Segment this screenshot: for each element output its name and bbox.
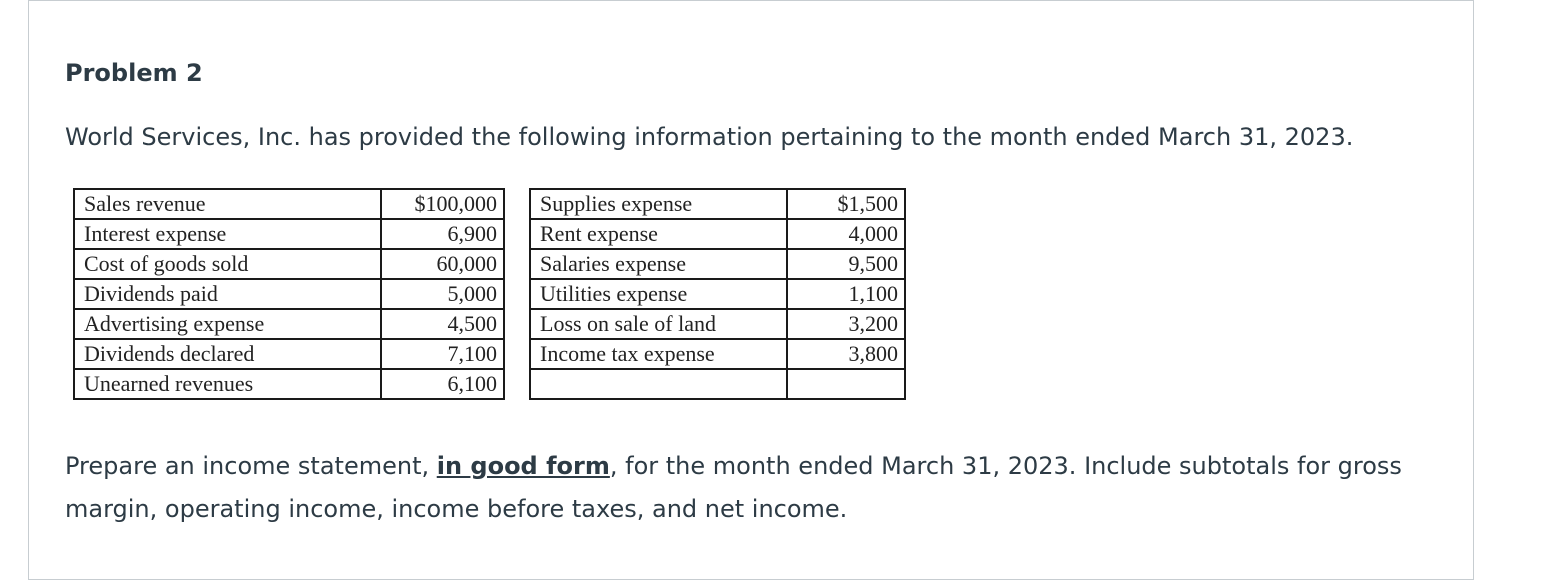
left-account-label: Unearned revenues: [74, 369, 381, 399]
right-account-label: Income tax expense: [530, 339, 787, 369]
column-gap: [504, 309, 530, 339]
problem-intro: World Services, Inc. has provided the following information pertaining to the month ended March 31, 2023.: [65, 123, 1354, 151]
right-account-amount: 9,500: [787, 249, 905, 279]
table-row: [74, 309, 905, 339]
left-account-label: Interest expense: [74, 219, 381, 249]
column-gap: [504, 249, 530, 279]
left-account-label: Sales revenue: [74, 189, 381, 219]
instructions-emphasis: in good form: [436, 452, 610, 480]
left-account-amount: 6,900: [381, 219, 504, 249]
right-account-label: Salaries expense: [530, 249, 787, 279]
right-account-label: [530, 369, 787, 399]
problem-card: [28, 0, 1474, 580]
right-account-amount: $1,500: [787, 189, 905, 219]
left-account-amount: 5,000: [381, 279, 504, 309]
column-gap: [504, 279, 530, 309]
left-account-label: Advertising expense: [74, 309, 381, 339]
right-account-label: Loss on sale of land: [530, 309, 787, 339]
table-body: [74, 189, 905, 399]
left-account-amount: 60,000: [381, 249, 504, 279]
column-gap: [504, 339, 530, 369]
right-account-amount: 3,200: [787, 309, 905, 339]
left-account-amount: $100,000: [381, 189, 504, 219]
table-row: [74, 339, 905, 369]
column-gap: [504, 189, 530, 219]
left-account-label: Dividends declared: [74, 339, 381, 369]
right-account-amount: [787, 369, 905, 399]
right-account-label: Supplies expense: [530, 189, 787, 219]
right-account-amount: 4,000: [787, 219, 905, 249]
left-account-amount: 6,100: [381, 369, 504, 399]
account-data-table: [73, 188, 906, 400]
table-row: [74, 249, 905, 279]
left-account-amount: 7,100: [381, 339, 504, 369]
instructions-tail: , for the month ended March 31, 2023. Include subtotals for gross margin, operating income, income before taxes, and net income.: [65, 452, 1402, 523]
problem-title: Problem 2: [65, 59, 203, 87]
right-account-label: Utilities expense: [530, 279, 787, 309]
left-account-label: Dividends paid: [74, 279, 381, 309]
left-account-amount: 4,500: [381, 309, 504, 339]
column-gap: [504, 369, 530, 399]
right-account-amount: 1,100: [787, 279, 905, 309]
table-row: [74, 369, 905, 399]
table-row: [74, 219, 905, 249]
right-account-amount: 3,800: [787, 339, 905, 369]
left-account-label: Cost of goods sold: [74, 249, 381, 279]
column-gap: [504, 219, 530, 249]
table-row: [74, 279, 905, 309]
instructions-text: [65, 445, 1445, 531]
instructions-lead: Prepare an income statement,: [65, 452, 437, 480]
right-account-label: Rent expense: [530, 219, 787, 249]
table-row: [74, 189, 905, 219]
